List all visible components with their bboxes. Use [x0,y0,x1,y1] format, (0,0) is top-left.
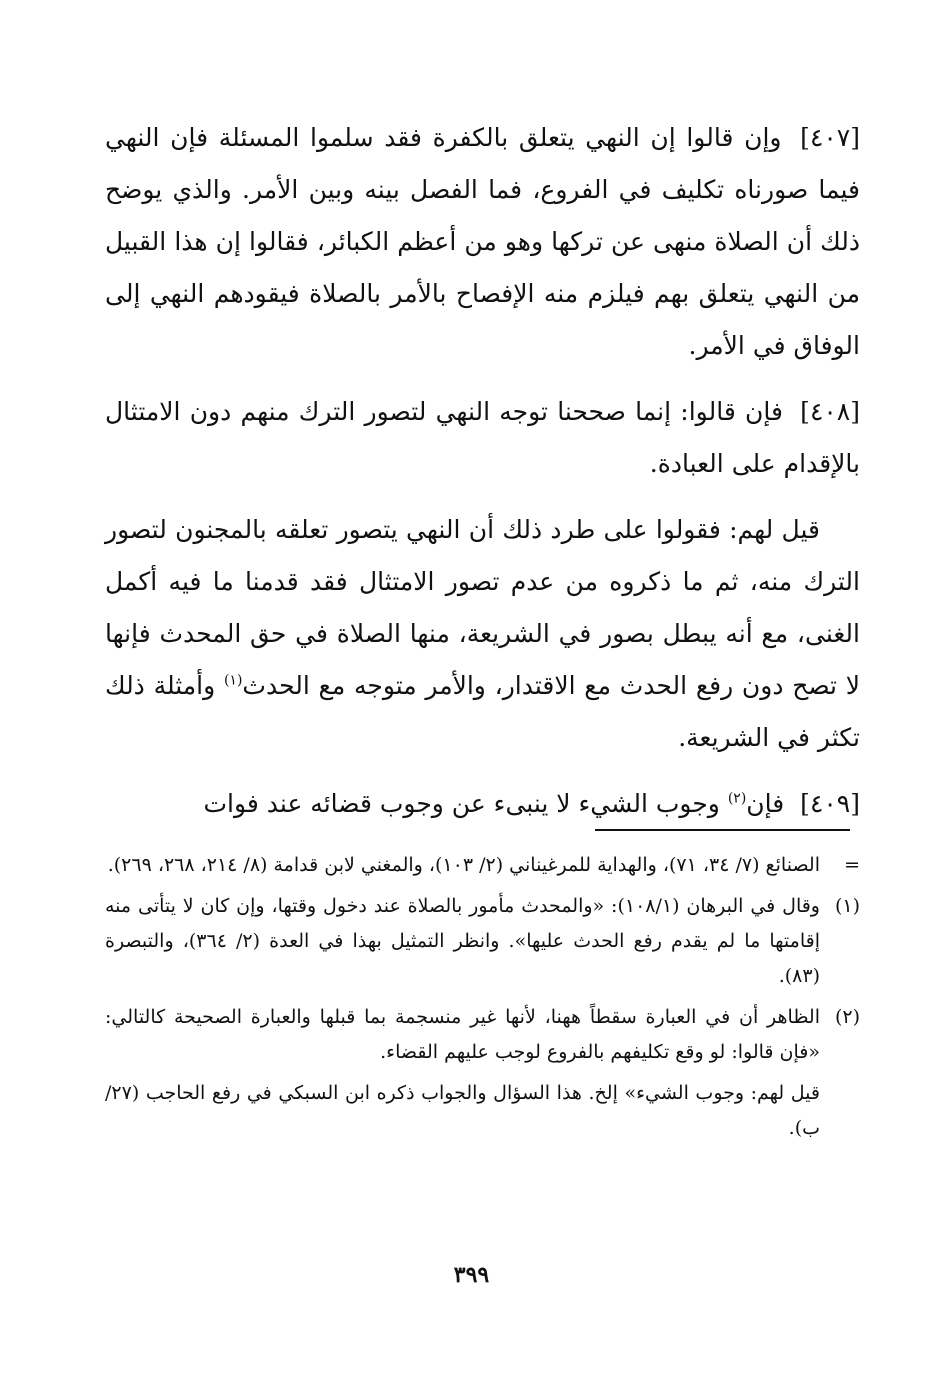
footnote-2 [105,1000,860,1070]
footnote-1 [105,889,860,994]
paragraph-text: وإن قالوا إن النهي يتعلق بالكفرة فقد سلموا المسئلة فإن النهي فيما صورناه تكليف في الفروع، فما الفصل بينه وبين الأمر. والذي يوضح ذلك أن الصلاة منهى عن تركها وهو من أعظم الكبائر، فقالوا إن هذا القبيل من النهي يتعلق بهم فيلزم منه الإفصاح بالأمر بالصلاة فيقودهم النهي إلى الوفاق في الأمر. [105,123,860,360]
footnote-marker: (٢) [834,1006,860,1028]
paragraph-reply [105,504,860,764]
footnote-reference[interactable]: (١) [223,672,243,689]
footnote-continued [105,848,860,883]
footnote-text: الظاهر أن في العبارة سقطاً ههنا، لأنها غير منسجمة بما قبلها والعبارة الصحيحة كالتالي: «فإن قالوا: لو وقع تكليفهم بالفروع لوجب عليهم القضاء. [105,1006,820,1063]
footnote-marker: = [844,854,860,876]
paragraph-text: قيل لهم: فقولوا على طرد ذلك أن النهي يتصور تعلقه بالمجنون لتصور الترك منه، ثم ما ذكروه من عدم تصور الامتثال فقد قدمنا ما فيه أكمل الغنى، مع أنه يبطل بصور في الشريعة، منها الصلاة في حق المحدث فإنها لا تصح دون رفع الحدث مع الاقتدار، والأمر متوجه مع الحدث [105,515,860,700]
paragraph-408 [105,386,860,490]
page-number: ٣٩٩ [453,1262,490,1288]
paragraph-409 [105,778,860,830]
main-text [105,112,860,844]
paragraph-number: [٤٠٩] [800,789,860,818]
footnote-reference[interactable]: (٢) [727,790,747,807]
footnote-text: الصنائع (٧/ ٣٤، ٧١)، والهداية للمرغيناني (٢/ ١٠٣)، والمغني لابن قدامة (٨/ ٢١٤، ٢٦٨، ٢٦٩). [107,854,820,876]
paragraph-number: [٤٠٨] [800,397,860,426]
paragraph-text: فإن قالوا: إنما صححنا توجه النهي لتصور الترك منهم دون الامتثال بالإقدام على العبادة. [105,397,860,478]
paragraph-text-continued: وأمثلة ذلك تكثر في الشريعة. [105,671,860,752]
footnote-divider [595,829,850,831]
footnote-marker: (١) [834,895,860,917]
paragraph-407 [105,112,860,372]
paragraph-text-continued: وجوب الشيء لا ينبىء عن وجوب قضائه عند فوات [203,789,728,818]
paragraph-number: [٤٠٧] [800,123,860,152]
paragraph-text: فإن [746,789,785,818]
footnote-2-continuation: قيل لهم: وجوب الشيء» إلخ. هذا السؤال والجواب ذكره ابن السبكي في رفع الحاجب (٢٧/ ب). [105,1082,820,1139]
footnotes [105,848,860,1146]
footnote-text: وقال في البرهان (١٠٨/١): «والمحدث مأمور بالصلاة عند دخول وقتها، وإن كان لا يتأتى منه إقامتها ما لم يقدم رفع الحدث عليها». وانظر التمثيل بهذا في العدة (٢/ ٣٦٤)، والتبصرة (٨٣). [105,895,820,987]
